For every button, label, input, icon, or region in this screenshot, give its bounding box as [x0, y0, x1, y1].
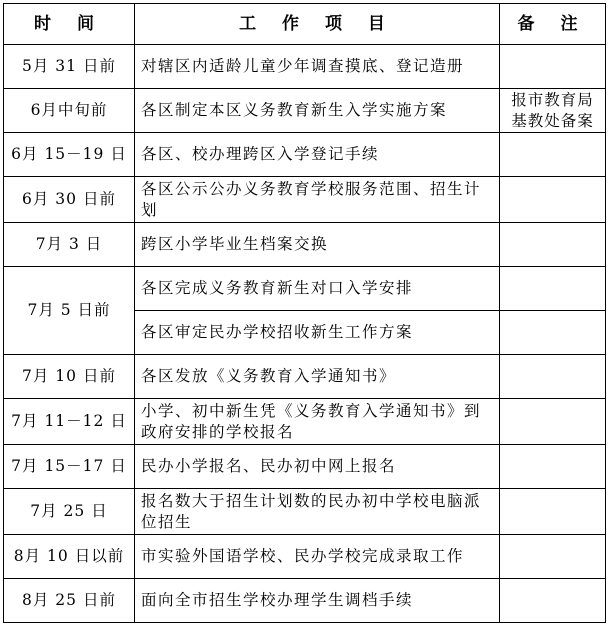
table-row	[4, 223, 606, 267]
header-row	[4, 4, 606, 45]
note-cell	[500, 399, 606, 445]
item-cell: 各区完成义务教育新生对口入学安排	[135, 267, 500, 311]
time-cell: 7月 15－17 日	[4, 445, 135, 489]
item-cell: 各区制定本区义务教育新生入学实施方案	[135, 89, 500, 133]
note-cell: 报市教育局基教处备案	[500, 89, 606, 133]
note-cell	[500, 267, 606, 311]
time-cell: 7月 5 日前	[4, 267, 135, 355]
time-cell: 6月 15－19 日	[4, 133, 135, 177]
note-cell	[500, 489, 606, 535]
table-row	[4, 489, 606, 535]
enrollment-schedule-table	[3, 3, 606, 623]
table-row	[4, 45, 606, 89]
item-cell: 各区、校办理跨区入学登记手续	[135, 133, 500, 177]
time-cell: 7月 11－12 日	[4, 399, 135, 445]
time-cell: 8月 10 日以前	[4, 535, 135, 579]
item-cell: 各区发放《义务教育入学通知书》	[135, 355, 500, 399]
note-cell	[500, 355, 606, 399]
header-item: 工 作 项 目	[135, 4, 500, 45]
item-cell: 报名数大于招生计划数的民办初中学校电脑派位招生	[135, 489, 500, 535]
header-time: 时 间	[4, 4, 135, 45]
note-cell	[500, 579, 606, 623]
table-row	[4, 89, 606, 133]
time-cell: 6月 30 日前	[4, 177, 135, 223]
time-cell: 7月 25 日	[4, 489, 135, 535]
item-cell: 小学、初中新生凭《义务教育入学通知书》到政府安排的学校报名	[135, 399, 500, 445]
table-row	[4, 267, 606, 311]
table-row	[4, 579, 606, 623]
time-cell: 8月 25 日前	[4, 579, 135, 623]
note-cell	[500, 45, 606, 89]
table-row	[4, 133, 606, 177]
time-cell: 5月 31 日前	[4, 45, 135, 89]
item-cell: 各区公示公办义务教育学校服务范围、招生计划	[135, 177, 500, 223]
item-cell: 市实验外国语学校、民办学校完成录取工作	[135, 535, 500, 579]
item-cell: 民办小学报名、民办初中网上报名	[135, 445, 500, 489]
table-row	[4, 355, 606, 399]
note-cell	[500, 445, 606, 489]
note-cell	[500, 535, 606, 579]
item-cell: 跨区小学毕业生档案交换	[135, 223, 500, 267]
table-row	[4, 177, 606, 223]
note-cell	[500, 311, 606, 355]
time-cell: 7月 10 日前	[4, 355, 135, 399]
item-cell: 面向全市招生学校办理学生调档手续	[135, 579, 500, 623]
header-note: 备 注	[500, 4, 606, 45]
time-cell: 6月中旬前	[4, 89, 135, 133]
note-cell	[500, 177, 606, 223]
note-cell	[500, 133, 606, 177]
table-row	[4, 445, 606, 489]
note-cell	[500, 223, 606, 267]
time-cell: 7月 3 日	[4, 223, 135, 267]
item-cell: 对辖区内适龄儿童少年调查摸底、登记造册	[135, 45, 500, 89]
table-row	[4, 399, 606, 445]
table-row	[4, 535, 606, 579]
item-cell: 各区审定民办学校招收新生工作方案	[135, 311, 500, 355]
